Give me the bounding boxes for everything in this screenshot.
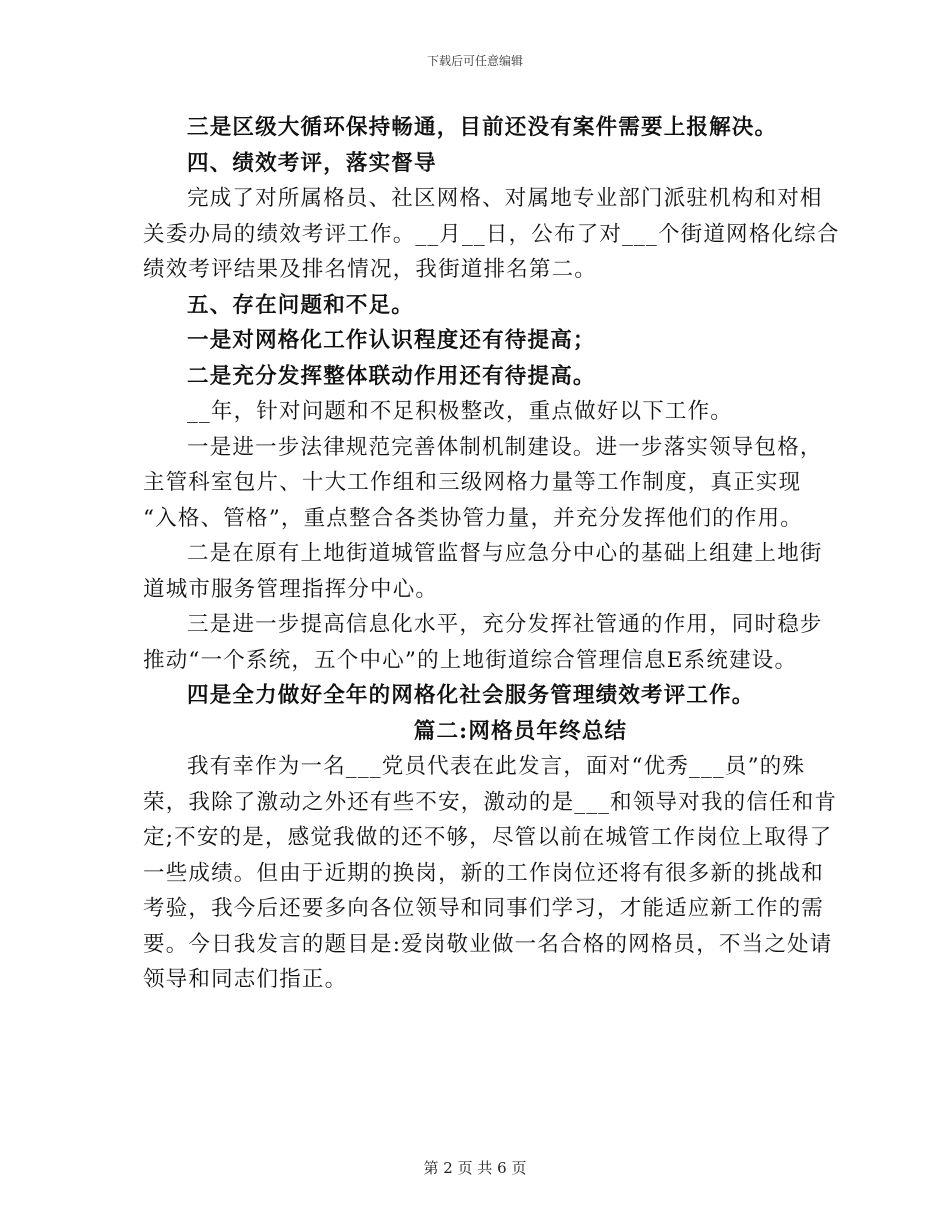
paragraph-line: 领导和同志们指正。: [143, 967, 348, 992]
paragraph-line: 二是充分发挥整体联动作用还有待提高。: [187, 363, 596, 389]
paragraph-line: 绩效考评结果及排名情况，我街道排名第二。: [143, 257, 598, 282]
paragraph-line: 一是进一步法律规范完善体制机制建设。进一步落实领导包格，: [187, 434, 823, 460]
paragraph-line: 要。今日我发言的题目是:爱岗敬业做一名合格的网格员，不当之处请: [143, 931, 833, 957]
paragraph-line: 荣，我除了激动之外还有些不安，激动的是___和领导对我的信任和肯: [143, 789, 838, 815]
paragraph-line: 我有幸作为一名___党员代表在此发言，面对“优秀___员”的殊: [187, 754, 806, 779]
paragraph-line: 定;不安的是，感觉我做的还不够，尽管以前在城管工作岗位上取得了: [143, 825, 833, 850]
paragraph-line: 完成了对所属格员、社区网格、对属地专业部门派驻机构和对相: [187, 186, 823, 211]
paragraph-line: 道城市服务管理指挥分中心。: [143, 576, 439, 602]
document-body: [143, 110, 840, 998]
paragraph-line: __年，针对问题和不足积极整改，重点做好以下工作。: [187, 399, 734, 424]
paragraph-line: 推动“一个系统，五个中心”的上地街道综合管理信息E系统建设。: [143, 647, 798, 673]
paragraph-line: 四是全力做好全年的网格化社会服务管理绩效考评工作。: [187, 683, 755, 708]
page-number: 第 2 页 共 6 页: [423, 1159, 527, 1177]
section-heading: 四、绩效考评，落实督导: [187, 150, 437, 176]
paragraph-line: 关委办局的绩效考评工作。__月__日，公布了对___个街道网格化综合: [143, 221, 840, 247]
page-header: 下载后可任意编辑: [426, 54, 523, 68]
paragraph-line: 三是区级大循环保持畅通，目前还没有案件需要上报解决。: [187, 115, 778, 140]
article-title: 篇二:网格员年终总结: [413, 718, 628, 744]
section-heading: 五、存在问题和不足。: [187, 292, 415, 318]
paragraph-line: 一些成绩。但由于近期的换岗，新的工作岗位还将有很多新的挑战和: [143, 860, 825, 886]
paragraph-line: 考验，我今后还要多向各位领导和同事们学习，才能适应新工作的需: [143, 896, 825, 921]
paragraph-line: 二是在原有上地街道城管监督与应急分中心的基础上组建上地街: [187, 541, 823, 566]
paragraph-line: 三是进一步提高信息化水平，充分发挥社管通的作用，同时稳步: [187, 612, 823, 637]
paragraph-line: “入格、管格”，重点整合各类协管力量，并充分发挥他们的作用。: [143, 505, 803, 531]
paragraph-line: 一是对网格化工作认识程度还有待提高；: [187, 328, 596, 353]
paragraph-line: 主管科室包片、十大工作组和三级网格力量等工作制度，真正实现: [143, 470, 802, 495]
